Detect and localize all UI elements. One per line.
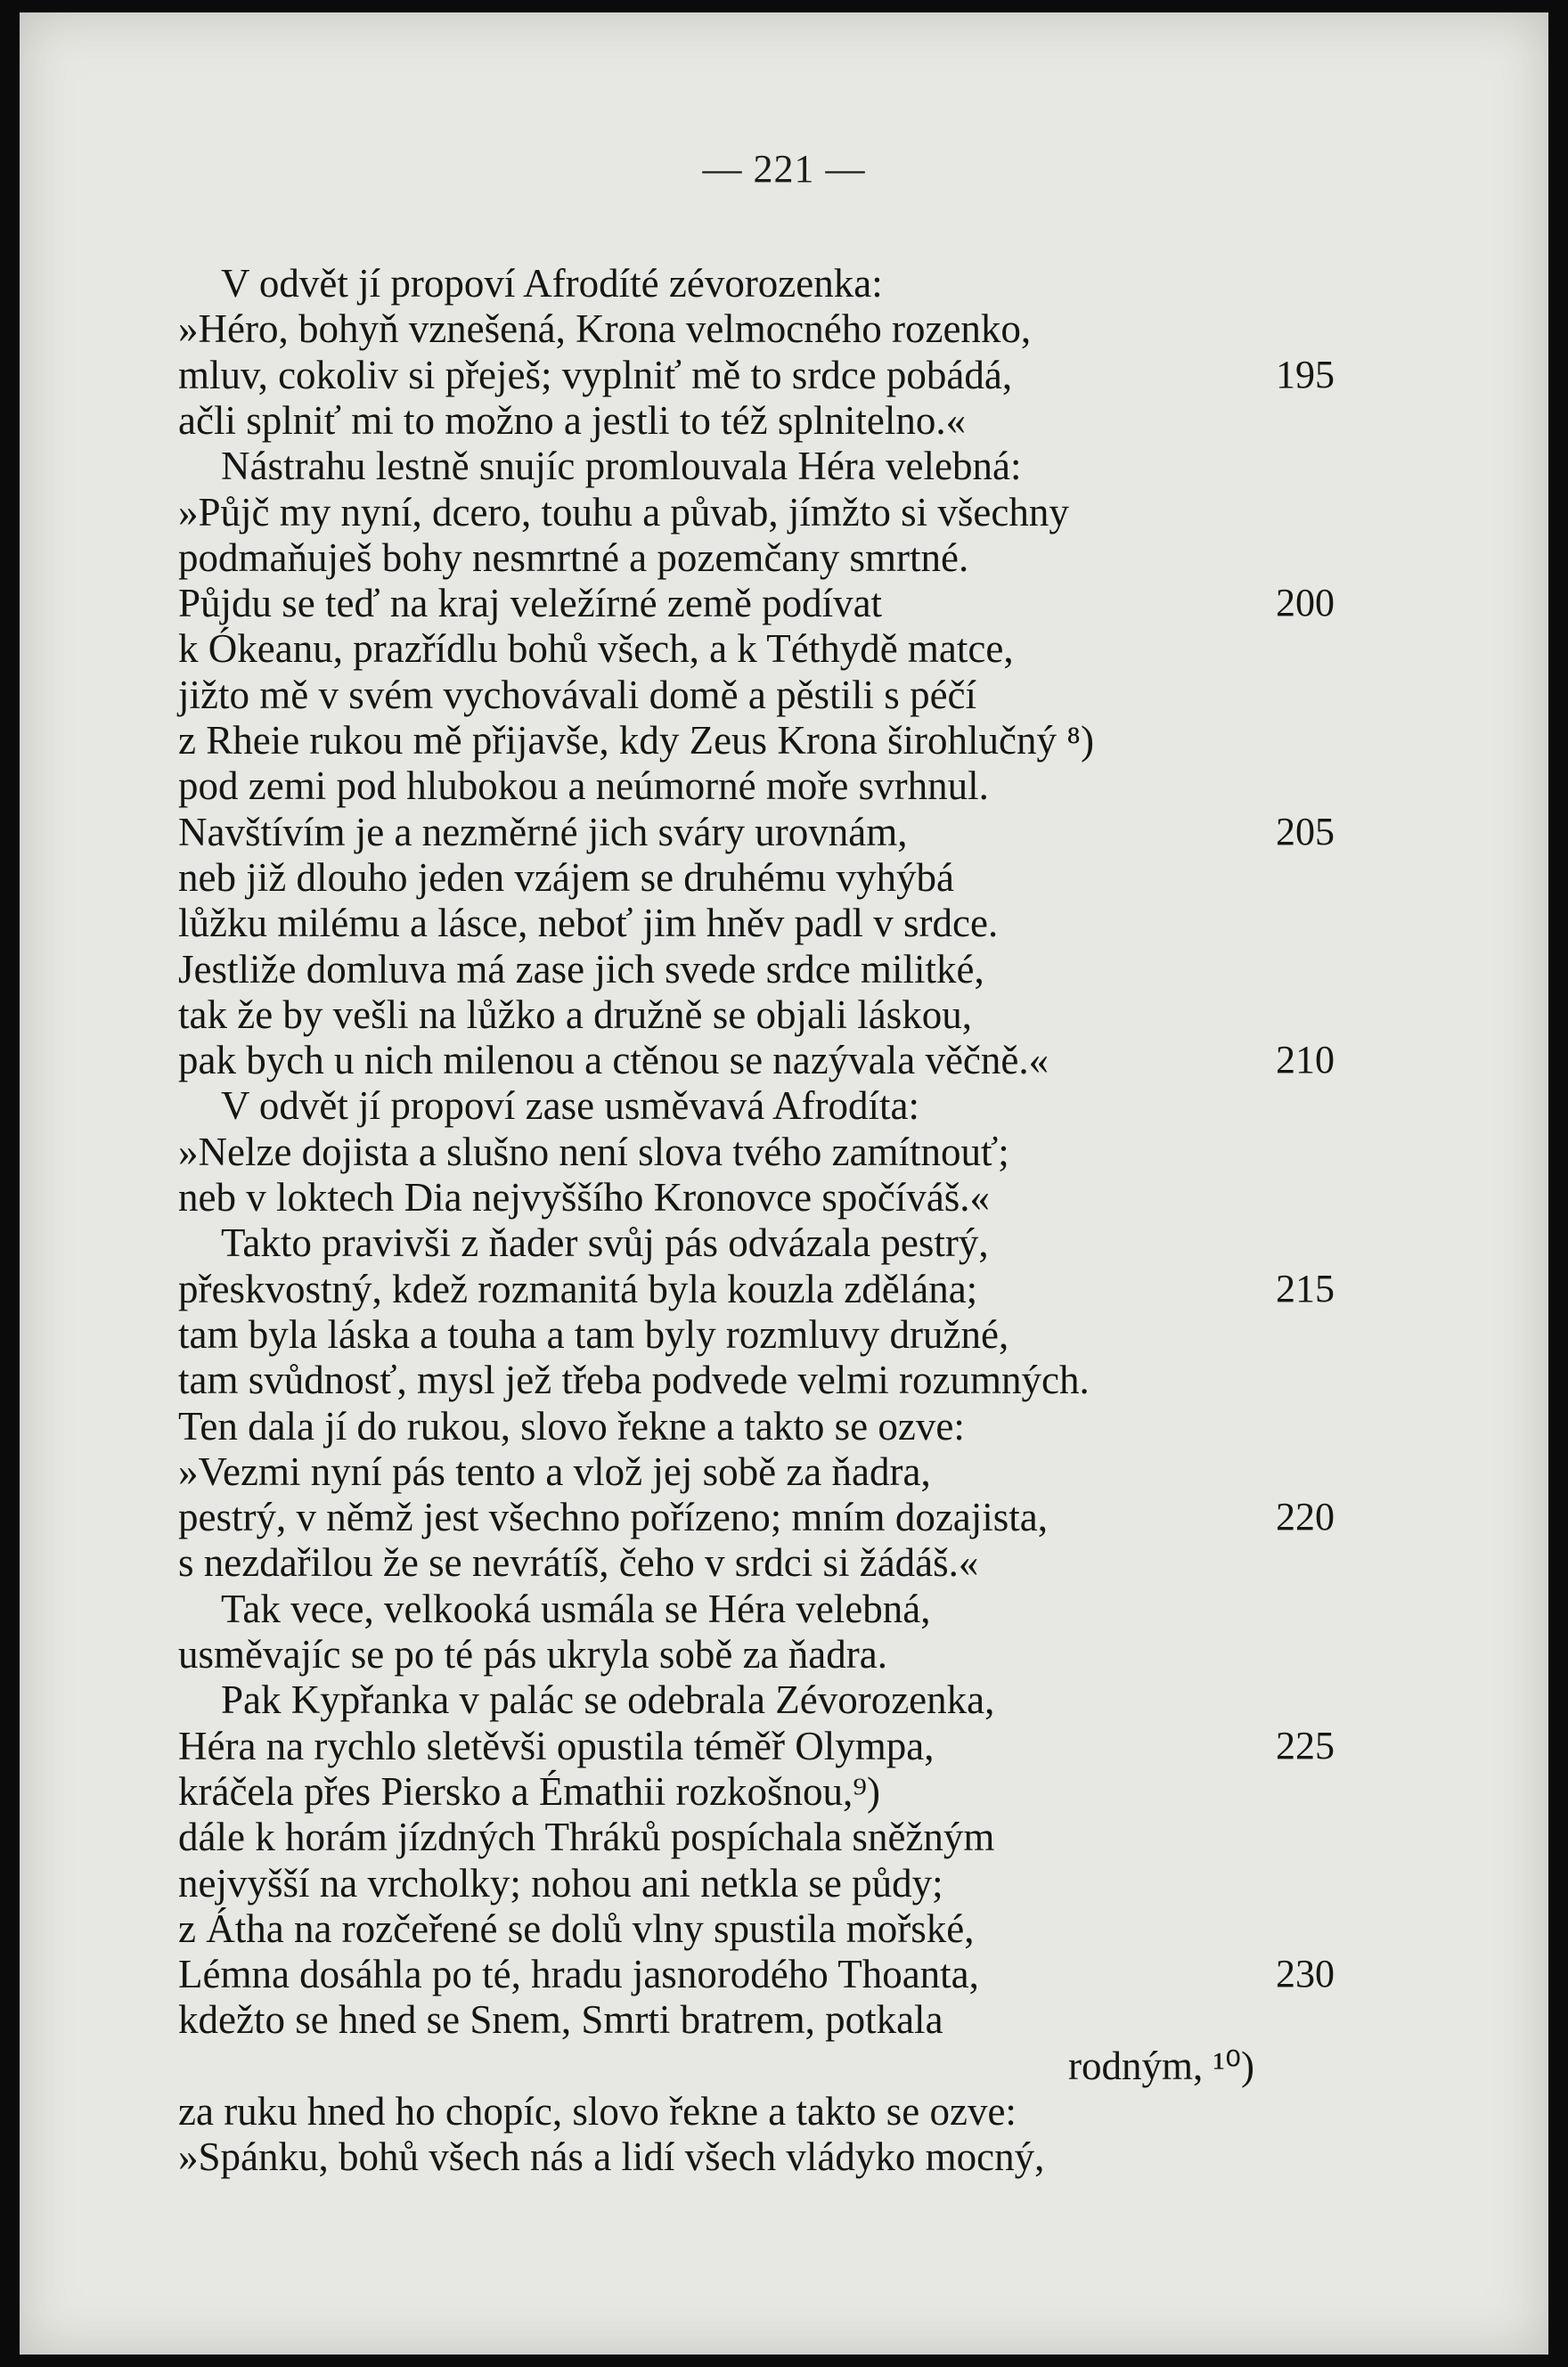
- verse-line: k Ókeanu, prazřídlu bohů všech, a k Téthydě matce,: [178, 626, 1014, 672]
- verse-line: kdežto se hned se Snem, Smrti bratrem, potkala: [178, 1997, 943, 2043]
- verse-line: Navštívím je a nezměrné jich sváry urovnám,: [178, 809, 908, 854]
- verse-line: »Spánku, bohů všech nás a lidí všech vládyko mocný,: [178, 2134, 1045, 2180]
- verse-line: Jestliže domluva má zase jich svede srdce militké,: [178, 946, 984, 992]
- verse-line: kráčela přes Piersko a Émathii rozkošnou,⁹): [178, 1768, 880, 1814]
- verse-line: Héra na rychlo sletěvši opustila téměř Olympa,: [178, 1723, 935, 1768]
- verse-line: tam svůdnosť, mysl jež třeba podvede velmi rozumných.: [178, 1358, 1090, 1403]
- line-number: 225: [1276, 1723, 1335, 1767]
- verse-line: mluv, cokoliv si přeješ; vyplniť mě to srdce pobádá,: [178, 352, 1013, 397]
- line-number: 215: [1276, 1266, 1335, 1310]
- line-number: 195: [1276, 352, 1335, 396]
- verse-line: rodným, ¹⁰): [1067, 2043, 1254, 2088]
- verse-line: Pak Kypřanka v palác se odebrala Zévorozenka,: [221, 1677, 995, 1723]
- verse-line: V odvět jí propoví Afrodíté zévorozenka:: [221, 261, 883, 306]
- verse-line: »Vezmi nyní pás tento a vlož jej sobě za ňadra,: [178, 1449, 931, 1494]
- verse-line: ačli splniť mi to možno a jestli to též splnitelno.«: [178, 397, 967, 443]
- verse-line: pak bych u nich milenou a ctěnou se nazývala věčně.«: [178, 1038, 1049, 1083]
- verse-line: nejvyšší na vrcholky; nohou ani netkla se půdy;: [178, 1860, 943, 1906]
- verse-line: z Rheie rukou mě přijavše, kdy Zeus Krona širohlučný ⁸): [178, 718, 1094, 763]
- verse-line: Nástrahu lestně snujíc promlouvala Héra velebná:: [221, 444, 1022, 489]
- verse-line: z Átha na rozčeřené se dolů vlny spustila mořské,: [178, 1906, 975, 1951]
- verse-line: přeskvostný, kdež rozmanitá byla kouzla zdělána;: [178, 1266, 978, 1311]
- poem-text: [20, 12, 1548, 2355]
- verse-line: Takto pravivši z ňader svůj pás odvázala pestrý,: [221, 1220, 989, 1266]
- line-number: 200: [1276, 581, 1335, 625]
- verse-line: Lémna dosáhla po té, hradu jasnorodého Thoanta,: [178, 1952, 979, 1997]
- verse-line: Tak vece, velkooká usmála se Héra velebná,: [221, 1586, 931, 1631]
- page-number: — 221 —: [702, 147, 866, 191]
- verse-line: dále k horám jízdných Thráků pospíchala sněžným: [178, 1815, 995, 1860]
- verse-line: za ruku hned ho chopíc, slovo řekne a takto se ozve:: [178, 2089, 1017, 2134]
- verse-line: pod zemi pod hlubokou a neúmorné moře svrhnul.: [178, 763, 989, 809]
- line-number: 230: [1276, 1952, 1335, 1996]
- verse-line: tam byla láska a touha a tam byly rozmluvy družné,: [178, 1311, 1009, 1357]
- verse-line: Půjdu se teď na kraj veležírné země podívat: [178, 581, 883, 626]
- line-number: 205: [1276, 809, 1335, 853]
- book-page: [20, 12, 1548, 2355]
- verse-line: lůžku milému a lásce, neboť jim hněv padl v srdce.: [178, 901, 999, 946]
- verse-line: neb v loktech Dia nejvyššího Kronovce spočíváš.«: [178, 1175, 991, 1220]
- verse-line: pestrý, v němž jest všechno pořízeno; mním dozajista,: [178, 1495, 1049, 1540]
- verse-line: podmaňuješ bohy nesmrtné a pozemčany smrtné.: [178, 535, 969, 580]
- verse-line: jižto mě v svém vychovávali domě a pěstili s péčí: [178, 672, 977, 717]
- verse-line: »Nelze dojista a slušno není slova tvého zamítnouť;: [178, 1129, 1009, 1174]
- line-number: 220: [1276, 1495, 1335, 1539]
- verse-line: Ten dala jí do rukou, slovo řekne a takto se ozve:: [178, 1403, 965, 1449]
- verse-line: tak že by vešli na lůžko a družně se objali láskou,: [178, 992, 972, 1037]
- verse-line: neb již dlouho jeden vzájem se druhému vyhýbá: [178, 854, 954, 900]
- verse-line: s nezdařilou že se nevrátíš, čeho v srdci si žádáš.«: [178, 1540, 979, 1586]
- verse-line: »Héro, bohyň vznešená, Krona velmocného rozenko,: [178, 306, 1032, 352]
- line-number: 210: [1276, 1038, 1335, 1082]
- verse-line: usměvajíc se po té pás ukryla sobě za ňadra.: [178, 1632, 887, 1677]
- verse-line: »Půjč my nyní, dcero, touhu a půvab, jímžto si všechny: [178, 489, 1069, 535]
- verse-line: V odvět jí propoví zase usměvavá Afrodíta:: [221, 1083, 919, 1129]
